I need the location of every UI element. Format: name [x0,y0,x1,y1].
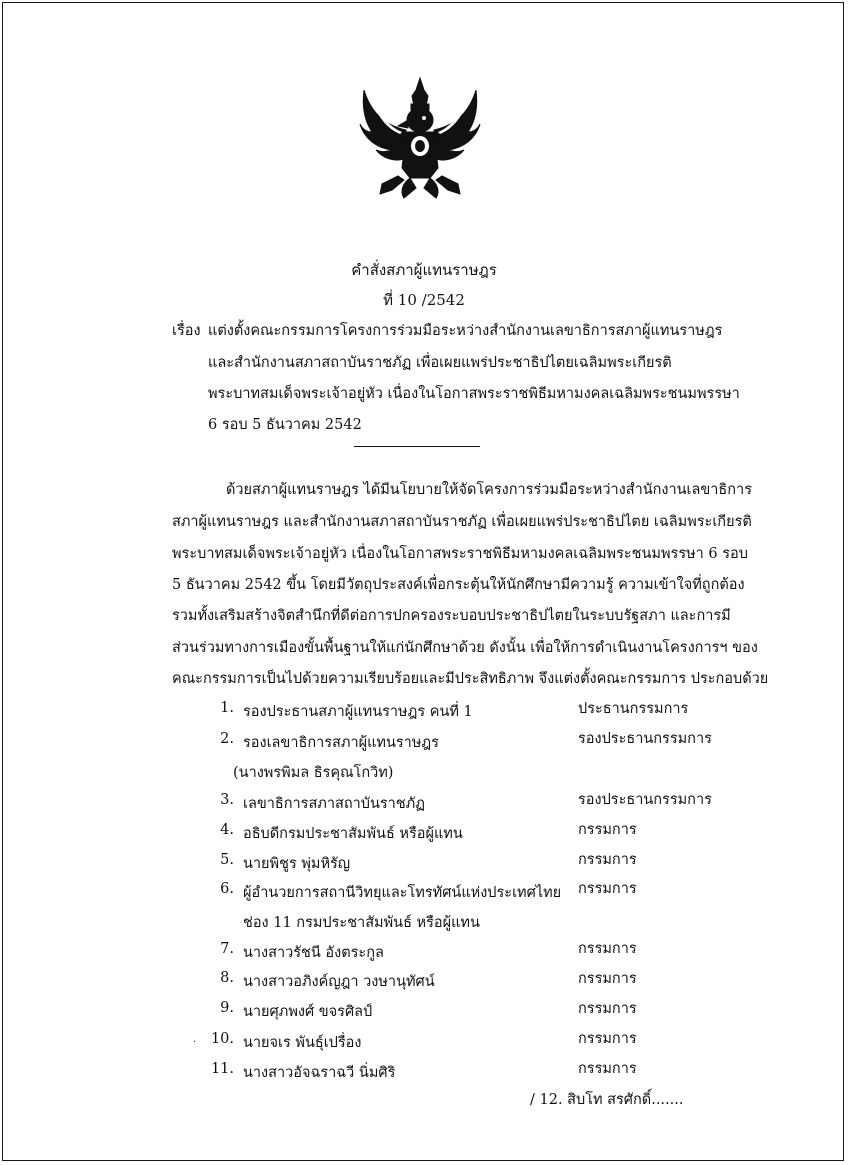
member-name: นางสาวรัชนี อังตระกูล [243,945,384,961]
member-name: อธิบดีกรมประชาสัมพันธ์ หรือผู้แทน [243,826,463,842]
member-role: กรรมการ [578,1031,637,1047]
member-name: นางสาวอัจฉราฉวี นิ่มศิริ [243,1065,396,1081]
member-number: 1. [220,700,234,716]
member-name: เลขาธิการสภาสถาบันราชภัฏ [243,796,425,812]
member-role: กรรมการ [578,822,637,838]
member-role: รองประธานกรรมการ [578,731,712,747]
member-role: กรรมการ [578,1061,637,1077]
body-line: ด้วยสภาผู้แทนราษฎร ได้มีนโยบายให้จัดโครงการร่วมมือระหว่างสำนักงานเลขาธิการ [226,482,752,498]
member-number: 4. [220,822,234,838]
member-name: นายพิชูร พุ่มหิรัญ [243,856,351,872]
member-name: นายศุภพงศ์ ขจรศิลป์ [243,1004,373,1020]
body-line: รวมทั้งเสริมสร้างจิตสำนึกที่ดีต่อการปกครองระบอบประชาธิปไตยในระบบรัฐสภา และการมี [172,608,731,624]
member-number: 10. [210,1031,234,1047]
member-role: ประธานกรรมการ [578,701,689,717]
member-number: 2. [220,731,234,747]
body-line: พระบาทสมเด็จพระเจ้าอยู่หัว เนื่องในโอกาสพระราชพิธีมหามงคลเฉลิมพระชนมพรรษา 6 รอบ [172,546,748,562]
member-role: กรรมการ [578,941,637,957]
subject-line: แต่งตั้งคณะกรรมการโครงการร่วมมือระหว่างสำนักงานเลขาธิการสภาผู้แทนราษฎร [208,323,723,339]
stray-mark: · [193,1037,197,1048]
continuation-note: / 12. สิบโท สรศักดิ์....... [530,1092,684,1108]
member-name: ผู้อำนวยการสถานีวิทยุและโทรทัศน์แห่งประเทศไทย [243,885,562,901]
member-name: นางสาวอภิงค์ญฎา วงษานุทัศน์ [243,974,435,990]
member-number: 3. [220,792,234,808]
member-number: 8. [220,970,234,986]
member-number: 7. [220,941,234,957]
member-number: 6. [220,881,234,897]
body-line: ส่วนร่วมทางการเมืองขั้นพื้นฐานให้แก่นักศึกษาด้วย ดังนั้น เพื่อให้การดำเนินงานโครงการฯ ของ [172,640,758,656]
member-role: กรรมการ [578,881,637,897]
member-role: กรรมการ [578,1001,637,1017]
member-role: กรรมการ [578,852,637,868]
subject-label: เรื่อง [172,323,201,339]
member-name: นายจเร พันธุ์เปรื่อง [243,1035,362,1051]
body-line: คณะกรรมการเป็นไปด้วยความเรียบร้อยและมีประสิทธิภาพ จึงแต่งตั้งคณะกรรมการ ประกอบด้วย [172,671,769,687]
member-role: รองประธานกรรมการ [578,792,712,808]
member-number: 9. [220,1000,234,1016]
garuda-emblem-icon [358,76,482,202]
member-role: กรรมการ [578,971,637,987]
subject-line: และสำนักงานสภาสถาบันราชภัฏ เพื่อเผยแพร่ประชาธิปไตยเฉลิมพระเกียรติ [208,355,672,371]
body-line: สภาผู้แทนราษฎร และสำนักงานสภาสถาบันราชภัฏ เพื่อเผยแพร่ประชาธิปไตย เฉลิมพระเกียรติ [172,514,752,530]
subject-line: พระบาทสมเด็จพระเจ้าอยู่หัว เนื่องในโอกาสพระราชพิธีมหามงคลเฉลิมพระชนมพรรษา [208,386,740,402]
member-name: รองเลขาธิการสภาผู้แทนราษฎร [243,735,439,751]
member-number: 5. [220,852,234,868]
order-number: ที่ 10 /2542 [383,291,465,309]
body-line: 5 ธันวาคม 2542 ขึ้น โดยมีวัตถุประสงค์เพื่อกระตุ้นให้นักศึกษามีความรู้ ความเข้าใจที่ถูกต้อง [172,577,745,593]
divider-line [354,446,480,447]
member-name: รองประธานสภาผู้แทนราษฎร คนที่ 1 [243,704,473,720]
member-name-detail: ช่อง 11 กรมประชาสัมพันธ์ หรือผู้แทน [243,915,480,931]
order-title: คำสั่งสภาผู้แทนราษฎร [351,261,497,279]
member-number: 11. [210,1061,234,1077]
subject-line: 6 รอบ 5 ธันวาคม 2542 [208,417,362,433]
member-name-detail: (นางพรพิมล ธิรคุณโกวิท) [233,765,394,781]
